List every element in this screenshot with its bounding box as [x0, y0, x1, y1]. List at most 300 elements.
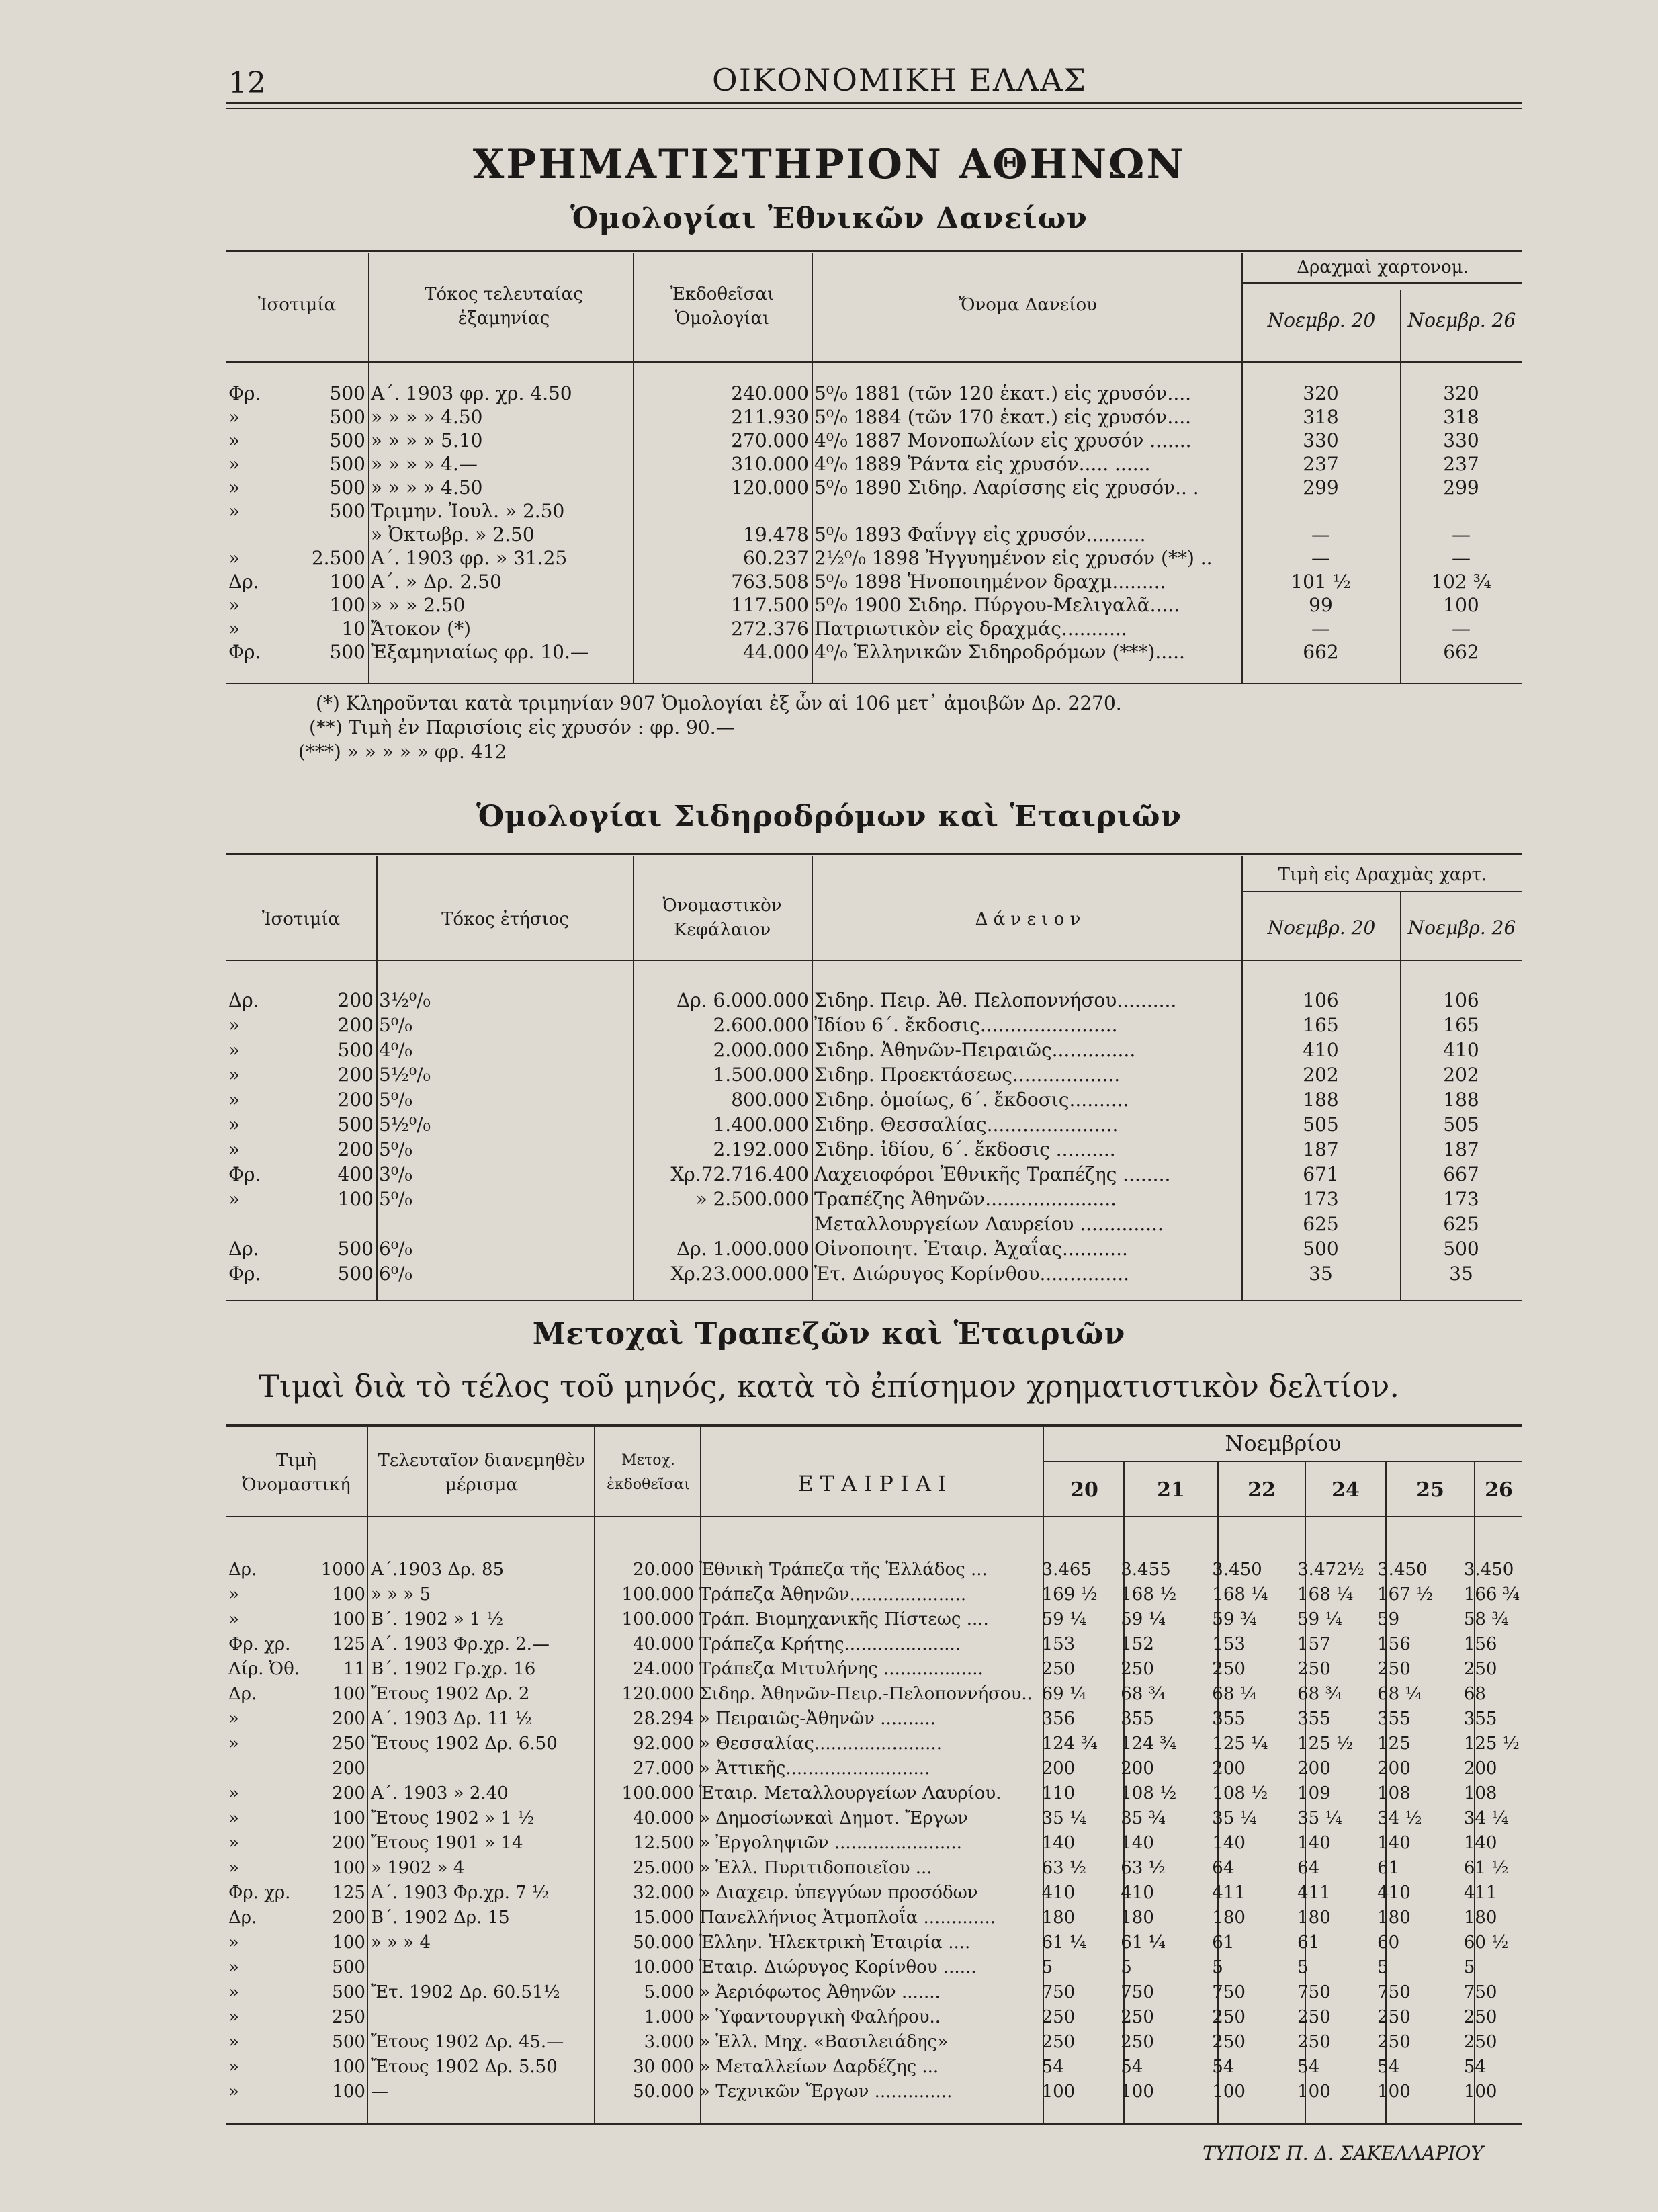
table-cell: 200: [337, 989, 374, 1011]
table-cell: 5: [1463, 1957, 1475, 1977]
table-cell: 671: [1303, 1163, 1339, 1185]
share-row: [226, 1756, 1522, 1781]
table-cell: 505: [1443, 1113, 1479, 1136]
table-cell: 58 ¾: [1463, 1609, 1509, 1629]
table-cell: Πανελλήνιος Ἀτμοπλοΐα .............: [699, 1908, 996, 1928]
table-cell: 200: [1212, 1758, 1246, 1779]
table-cell: »: [228, 1014, 241, 1036]
table-cell: 3.450: [1463, 1560, 1514, 1580]
table-cell: 500: [337, 1039, 374, 1061]
table-cell: Α΄. » Δρ. 2.50: [371, 570, 502, 593]
table-cell: 500: [329, 453, 365, 475]
table-cell: 250: [1212, 1659, 1246, 1679]
table-cell: Οἰνοποιητ. Ἑταιρ. Ἀχαΐας...........: [814, 1238, 1128, 1260]
table-cell: 68 ¼: [1212, 1684, 1257, 1704]
table-cell: 30 000: [633, 2057, 695, 2077]
table-cell: 5: [1377, 1957, 1389, 1977]
table-cell: 61 ½: [1463, 1858, 1509, 1878]
table-cell: 100: [1443, 594, 1479, 616]
table-cell: 330: [1303, 429, 1339, 452]
table-cell: 60: [1377, 1932, 1400, 1953]
table-cell: 5⁰/₀ 1881 (τῶν 120 ἑκατ.) εἰς χρυσόν....: [814, 382, 1192, 405]
s1-col-ekdothisai: Ἐκδοθεῖσαι Ὁμολογίαι: [670, 284, 775, 329]
table-cell: 108: [1463, 1783, 1497, 1803]
s3-group-rule: [1044, 1461, 1522, 1462]
table-cell: Λαχειοφόροι Ἐθνικῆς Τραπέζης ........: [814, 1163, 1171, 1185]
table-cell: 5⁰/₀ 1884 (τῶν 170 ἑκατ.) εἰς χρυσόν....: [814, 406, 1192, 428]
table-cell: » Ὑφαντουργικὴ Φαλήρου..: [699, 2007, 941, 2027]
table-cell: »: [228, 2032, 239, 2052]
table-cell: 5½⁰/₀: [379, 1113, 431, 1136]
table-cell: 109: [1297, 1783, 1331, 1803]
table-cell: 410: [1443, 1039, 1479, 1061]
bond-row: [226, 1037, 1522, 1062]
table-cell: 200: [332, 1709, 365, 1729]
section3-subtitle: Τιμαὶ διὰ τὸ τέλος τοῦ μηνός, κατὰ τὸ ἐπίσημον χρηματιστικὸν δελτίον.: [259, 1368, 1399, 1404]
table-cell: » Ἀεριόφωτος Ἀθηνῶν .......: [699, 1982, 941, 2002]
table-cell: 25.000: [633, 1858, 695, 1878]
table-cell: 3½⁰/₀: [379, 989, 431, 1011]
table-cell: 54: [1041, 2057, 1064, 2077]
table-cell: Ἑταιρ. Μεταλλουργείων Λαυρίου.: [699, 1783, 1002, 1803]
table-cell: [368, 2005, 593, 2030]
loan-row: [226, 452, 1522, 476]
table-cell: 200: [1463, 1758, 1497, 1779]
table-cell: 4⁰/₀ 1889 Ῥάντα εἰς χρυσόν..... ......: [814, 453, 1151, 475]
s1-col-onoma: Ὄνομα Δανείου: [959, 295, 1097, 315]
table-cell: Α΄. 1903 Φρ.χρ. 2.—: [370, 1634, 550, 1654]
table-cell: 250: [1377, 2007, 1411, 2027]
table-cell: 6⁰/₀: [379, 1238, 412, 1260]
table-cell: 3.450: [1212, 1560, 1262, 1580]
table-cell: [1400, 499, 1522, 523]
table-cell: 200: [1121, 1758, 1154, 1779]
table-cell: 4⁰/₀ 1887 Μονοπωλίων εἰς χρυσόν .......: [814, 429, 1192, 452]
table-cell: 125: [332, 1883, 365, 1903]
table-cell: Τράπεζα Ἀθηνῶν.....................: [699, 1584, 967, 1605]
table-cell: —: [370, 2082, 388, 2102]
table-cell: 662: [1443, 641, 1479, 663]
s1-group-rule: [1243, 282, 1522, 284]
table-cell: [633, 1211, 812, 1236]
table-cell: 188: [1303, 1089, 1339, 1111]
table-cell: Δρ.: [228, 1238, 259, 1260]
table-cell: »: [228, 1188, 241, 1210]
table-cell: 54: [1297, 2057, 1320, 2077]
table-cell: 320: [1443, 382, 1479, 405]
table-cell: 156: [1463, 1634, 1497, 1654]
table-cell: 299: [1443, 476, 1479, 499]
table-cell: 40.000: [633, 1634, 695, 1654]
bond-row: [226, 1236, 1522, 1261]
share-row: [226, 1732, 1522, 1756]
s2-top-rule: [226, 853, 1522, 855]
table-cell: » 1902 » 4: [370, 1858, 465, 1878]
bank-shares-table: [226, 1558, 1522, 2104]
table-cell: 180: [1463, 1908, 1497, 1928]
s1-head-rule: [226, 361, 1522, 363]
table-cell: »: [228, 1138, 241, 1160]
table-cell: 101 ½: [1291, 570, 1351, 593]
table-cell: 318: [1443, 406, 1479, 428]
table-cell: 110: [1041, 1783, 1076, 1803]
table-cell: 50.000: [633, 2082, 695, 2102]
day-24: 24: [1332, 1478, 1360, 1502]
table-cell: Πατριωτικὸν εἰς δραχμάς...........: [814, 618, 1127, 640]
s1-note: (**) Τιμὴ ἐν Παρισίοις εἰς χρυσόν : φρ. 90.—: [309, 716, 735, 738]
table-cell: 24.000: [633, 1659, 695, 1679]
table-cell: 54: [1121, 2057, 1143, 2077]
table-cell: Ἔτους 1902 Δρ. 2: [370, 1684, 530, 1704]
table-cell: 250: [1297, 2007, 1331, 2027]
s1-note: (*) Κληροῦνται κατὰ τριμηνίαν 907 Ὁμολογίαι ἐξ ὧν αἱ 106 μετ᾽ ἀμοιβῶν Δρ. 2270.: [316, 692, 1122, 714]
table-cell: 100: [332, 1584, 365, 1605]
table-cell: 125 ½: [1297, 1734, 1354, 1754]
share-row: [226, 1657, 1522, 1682]
share-row: [226, 1930, 1522, 1955]
table-cell: 180: [1212, 1908, 1246, 1928]
table-cell: 117.500: [731, 594, 809, 616]
table-cell: Δρ.: [228, 989, 259, 1011]
table-cell: 400: [337, 1163, 374, 1185]
table-cell: 100: [332, 1932, 365, 1953]
table-cell: Δρ. 6.000.000: [677, 989, 809, 1011]
section3-title: Μετοχαὶ Τραπεζῶν καὶ Ἑταιριῶν: [532, 1317, 1126, 1351]
table-cell: Φρ. χρ.: [228, 1634, 291, 1654]
share-row: [226, 1582, 1522, 1607]
loan-row: [226, 382, 1522, 405]
table-cell: Α΄. 1903 φρ. » 31.25: [371, 547, 568, 569]
table-cell: Δρ.: [228, 1684, 257, 1704]
table-cell: 500: [329, 406, 365, 428]
table-cell: » » » 5: [370, 1584, 431, 1605]
table-cell: 5⁰/₀ 1900 Σιδηρ. Πύργου-Μελιγαλᾶ.....: [814, 594, 1180, 616]
bond-row: [226, 1013, 1522, 1037]
table-cell: 355: [1212, 1709, 1246, 1729]
share-row: [226, 1781, 1522, 1806]
table-cell: » » » » 4.50: [371, 476, 483, 499]
table-cell: 5⁰/₀: [379, 1089, 412, 1111]
table-cell: »: [228, 1932, 239, 1953]
loan-row: [226, 617, 1522, 640]
table-cell: 68: [1463, 1684, 1486, 1704]
table-cell: [1241, 499, 1400, 523]
table-cell: »: [228, 2057, 239, 2077]
table-cell: Χρ.23.000.000: [670, 1263, 809, 1285]
table-cell: 100: [329, 570, 365, 593]
table-cell: 5: [1121, 1957, 1132, 1977]
section1-title: ΧΡΗΜΑΤΙΣΤΗΡΙΟΝ ΑΘΗΝΩΝ: [472, 141, 1186, 188]
s1-note: (***) » » » » » φρ. 412: [298, 740, 507, 763]
table-cell: 15.000: [633, 1908, 695, 1928]
table-cell: 92.000: [633, 1734, 695, 1754]
table-cell: 168 ½: [1121, 1584, 1177, 1605]
table-cell: 120.000: [731, 476, 809, 499]
table-cell: 750: [1377, 1982, 1411, 2002]
table-cell: 750: [1212, 1982, 1246, 2002]
table-cell: »: [228, 618, 241, 640]
share-row: [226, 2005, 1522, 2030]
table-cell: 3.000: [644, 2032, 695, 2052]
table-cell: Ἔτους 1902 Δρ. 45.—: [370, 2032, 564, 2052]
table-cell: [226, 523, 286, 546]
s2-head-rule: [226, 960, 1522, 961]
table-cell: »: [228, 1858, 239, 1878]
table-cell: 299: [1303, 476, 1339, 499]
share-row: [226, 1682, 1522, 1707]
share-row: [226, 1632, 1522, 1657]
table-cell: 152: [1121, 1634, 1154, 1654]
table-cell: 61: [1297, 1932, 1320, 1953]
table-cell: 200: [337, 1138, 374, 1160]
table-cell: —: [1311, 523, 1330, 546]
table-cell: Τραπέζης Ἀθηνῶν......................: [814, 1188, 1117, 1210]
table-cell: Α΄. 1903 φρ. χρ. 4.50: [371, 382, 572, 405]
table-cell: 153: [1212, 1634, 1246, 1654]
table-cell: 99: [1309, 594, 1333, 616]
table-cell: 355: [1121, 1709, 1154, 1729]
table-cell: Μεταλλουργείων Λαυρείου ..............: [814, 1213, 1164, 1235]
table-cell: 5⁰/₀ 1898 Ἡνοποιημένον δραχμ.........: [814, 570, 1166, 593]
table-cell: »: [228, 1783, 239, 1803]
s1-col-isotimia: Ἰσοτιμία: [257, 295, 337, 315]
table-cell: 140: [1121, 1833, 1154, 1853]
table-cell: 318: [1303, 406, 1339, 428]
share-row: [226, 1558, 1522, 1582]
bond-row: [226, 1137, 1522, 1162]
table-cell: Σιδηρ. Προεκτάσεως..................: [814, 1064, 1121, 1086]
table-cell: 173: [1303, 1188, 1339, 1210]
table-cell: » » » » 4.—: [371, 453, 478, 475]
table-cell: 100: [1377, 2082, 1411, 2102]
table-cell: Ἔτους 1902 Δρ. 5.50: [370, 2057, 558, 2077]
table-cell: »: [228, 1982, 239, 2002]
page-title: ΟΙΚΟΝΟΜΙΚΗ ΕΛΛΑΣ: [712, 62, 1088, 98]
table-cell: » Ἐργοληψιῶν .......................: [699, 1833, 962, 1853]
table-cell: 61 ¼: [1041, 1932, 1087, 1953]
s2-col-date2: Νοεμβρ. 26: [1407, 917, 1516, 939]
table-cell: 125: [1377, 1734, 1411, 1754]
table-cell: Ἐθνικὴ Τράπεζα τῆς Ἑλλάδος ...: [699, 1560, 988, 1580]
loan-row: [226, 546, 1522, 570]
table-cell: 44.000: [743, 641, 809, 663]
table-cell: 100: [1212, 2082, 1246, 2102]
table-cell: »: [228, 1734, 239, 1754]
table-cell: »: [228, 1064, 241, 1086]
table-cell: 411: [1212, 1883, 1246, 1903]
table-cell: 168 ¼: [1297, 1584, 1354, 1605]
table-cell: [368, 1955, 593, 1980]
table-cell: 1.400.000: [713, 1113, 809, 1136]
table-cell: 40.000: [633, 1808, 695, 1828]
table-cell: 500: [329, 429, 365, 452]
table-cell: 106: [1303, 989, 1339, 1011]
share-row: [226, 1856, 1522, 1881]
table-cell: » Θεσσαλίας.......................: [699, 1734, 942, 1754]
table-cell: Ἰδίου 6΄. ἔκδοσις.......................: [814, 1014, 1118, 1036]
day-21: 21: [1157, 1478, 1185, 1502]
table-cell: Ἐξαμηνιαίως φρ. 10.—: [371, 641, 589, 663]
table-cell: 108: [1377, 1783, 1411, 1803]
table-cell: 355: [1377, 1709, 1411, 1729]
table-cell: 173: [1443, 1188, 1479, 1210]
table-cell: Δρ.: [228, 570, 259, 593]
table-cell: Σιδηρ. ὁμοίως, 6΄. ἔκδοσις..........: [814, 1089, 1129, 1111]
table-cell: »: [228, 1113, 241, 1136]
bond-row: [226, 1087, 1522, 1112]
table-cell: 140: [1463, 1833, 1497, 1853]
table-cell: 250: [1377, 2032, 1411, 2052]
table-cell: 61: [1212, 1932, 1235, 1953]
table-cell: 35: [1449, 1263, 1473, 1285]
table-cell: »: [228, 2082, 239, 2102]
table-cell: 140: [1297, 1833, 1331, 1853]
table-cell: » Μεταλλείων Δαρδέζης ...: [699, 2057, 939, 2077]
table-cell: 187: [1303, 1138, 1339, 1160]
table-cell: »: [228, 500, 241, 522]
table-cell: —: [1452, 618, 1471, 640]
table-cell: 63 ½: [1041, 1858, 1087, 1878]
day-20: 20: [1070, 1478, 1098, 1502]
table-cell: 59 ¼: [1121, 1609, 1166, 1629]
table-cell: 250: [1463, 1659, 1497, 1679]
table-cell: Λίρ. Ὀθ.: [228, 1659, 300, 1679]
table-cell: 153: [1041, 1634, 1076, 1654]
table-cell: 250: [1297, 2032, 1331, 2052]
table-cell: Α΄. 1903 » 2.40: [370, 1783, 509, 1803]
table-cell: 750: [1121, 1982, 1154, 2002]
bond-row: [226, 988, 1522, 1013]
table-cell: »: [228, 1039, 241, 1061]
s2-bottom-rule: [226, 1300, 1522, 1301]
share-row: [226, 1881, 1522, 1906]
s2-col-tokos: Τόκος ἐτήσιος: [441, 909, 569, 929]
loan-row: [226, 523, 1522, 546]
table-cell: 10.000: [633, 1957, 695, 1977]
table-cell: 120.000: [621, 1684, 695, 1704]
table-cell: 165: [1443, 1014, 1479, 1036]
share-row: [226, 1707, 1522, 1732]
bond-row: [226, 1162, 1522, 1187]
s3-head-rule: [226, 1516, 1522, 1517]
table-cell: »: [228, 1833, 239, 1853]
table-cell: 5⁰/₀ 1890 Σιδηρ. Λαρίσσης εἰς χρυσόν.. .: [814, 476, 1199, 499]
table-cell: 202: [1443, 1064, 1479, 1086]
table-cell: 500: [337, 1238, 374, 1260]
table-cell: » Τεχνικῶν Ἔργων ..............: [699, 2082, 953, 2102]
table-cell: 200: [1377, 1758, 1411, 1779]
table-cell: 250: [332, 2007, 365, 2027]
share-row: [226, 2080, 1522, 2104]
table-cell: 157: [1297, 1634, 1331, 1654]
table-cell: 410: [1377, 1883, 1411, 1903]
table-cell: [286, 1211, 376, 1236]
table-cell: » » » 2.50: [371, 594, 466, 616]
table-cell: 5.000: [644, 1982, 695, 2002]
table-cell: 200: [337, 1089, 374, 1111]
table-cell: 180: [1041, 1908, 1076, 1928]
table-cell: Φρ.: [228, 641, 261, 663]
table-cell: 667: [1443, 1163, 1479, 1185]
table-cell: 355: [1297, 1709, 1331, 1729]
table-cell: —: [1311, 618, 1330, 640]
table-cell: » Ἑλλ. Πυριτιδοποιεῖου ...: [699, 1858, 932, 1878]
s3-top-rule: [226, 1424, 1522, 1427]
table-cell: Β΄. 1902 Γρ.χρ. 16: [370, 1659, 536, 1679]
table-cell: 800.000: [731, 1089, 809, 1111]
table-cell: [368, 1756, 593, 1781]
table-cell: Ἑτ. Διώρυγος Κορίνθου...............: [814, 1263, 1130, 1285]
table-cell: 5½⁰/₀: [379, 1064, 431, 1086]
table-cell: 59 ¼: [1297, 1609, 1342, 1629]
loan-row: [226, 570, 1522, 593]
table-cell: 100: [329, 594, 365, 616]
table-cell: »: [228, 1089, 241, 1111]
table-cell: 250: [1041, 2007, 1076, 2027]
table-cell: 100: [1297, 2082, 1331, 2102]
table-cell: 5: [1212, 1957, 1223, 1977]
table-cell: 140: [1377, 1833, 1411, 1853]
table-cell: » 2.500.000: [695, 1188, 809, 1210]
section2-title: Ὁμολογίαι Σιδηροδρόμων καὶ Ἑταιριῶν: [476, 800, 1182, 834]
table-cell: 662: [1303, 641, 1339, 663]
table-cell: 200: [332, 1833, 365, 1853]
table-cell: 750: [1297, 1982, 1331, 2002]
table-cell: 100: [332, 1684, 365, 1704]
table-cell: Α΄. 1903 Φρ.χρ. 7 ½: [370, 1883, 550, 1903]
table-cell: 59: [1377, 1609, 1400, 1629]
table-cell: 54: [1463, 2057, 1486, 2077]
table-cell: 100: [332, 2082, 365, 2102]
s2-group-rule: [1243, 891, 1522, 892]
loan-row: [226, 499, 1522, 523]
table-cell: »: [228, 1808, 239, 1828]
table-cell: 140: [1212, 1833, 1246, 1853]
table-cell: 124 ¾: [1041, 1734, 1098, 1754]
table-cell: Δρ.: [228, 1908, 257, 1928]
s1-col-date1: Νοεμβρ. 20: [1267, 309, 1376, 331]
table-cell: 100.000: [621, 1783, 695, 1803]
table-cell: 108 ½: [1212, 1783, 1268, 1803]
table-cell: »: [228, 547, 241, 569]
table-cell: »: [228, 2007, 239, 2027]
table-cell: 11: [343, 1659, 365, 1679]
table-cell: 500: [329, 382, 365, 405]
table-cell: 250: [332, 1734, 365, 1754]
table-cell: [633, 499, 812, 523]
s2-col-kefalaion: Ὀνομαστικὸν Κεφάλαιον: [662, 896, 782, 940]
table-cell: 200: [332, 1758, 365, 1779]
table-cell: 100: [1041, 2082, 1076, 2102]
table-cell: 28.294: [633, 1709, 695, 1729]
table-cell: 410: [1041, 1883, 1076, 1903]
table-cell: » Διαχειρ. ὑπεγγύων προσόδων: [699, 1883, 978, 1903]
page-number: 12: [228, 66, 266, 100]
bond-row: [226, 1211, 1522, 1236]
table-cell: 202: [1303, 1064, 1339, 1086]
table-cell: 1.000: [644, 2007, 695, 2027]
table-cell: 270.000: [731, 429, 809, 452]
section1-subtitle: Ὁμολογίαι Ἐθνικῶν Δανείων: [570, 202, 1088, 236]
table-cell: 250: [1121, 1659, 1154, 1679]
table-cell: Ἔτους 1901 » 14: [370, 1833, 523, 1853]
day-25: 25: [1416, 1478, 1444, 1502]
table-cell: 625: [1303, 1213, 1339, 1235]
table-cell: 140: [1041, 1833, 1076, 1853]
table-cell: 35 ¾: [1121, 1808, 1166, 1828]
table-cell: 200: [337, 1064, 374, 1086]
s3-col-merisma: Τελευταῖον διανεμηθὲν μέρισμα: [378, 1451, 586, 1495]
